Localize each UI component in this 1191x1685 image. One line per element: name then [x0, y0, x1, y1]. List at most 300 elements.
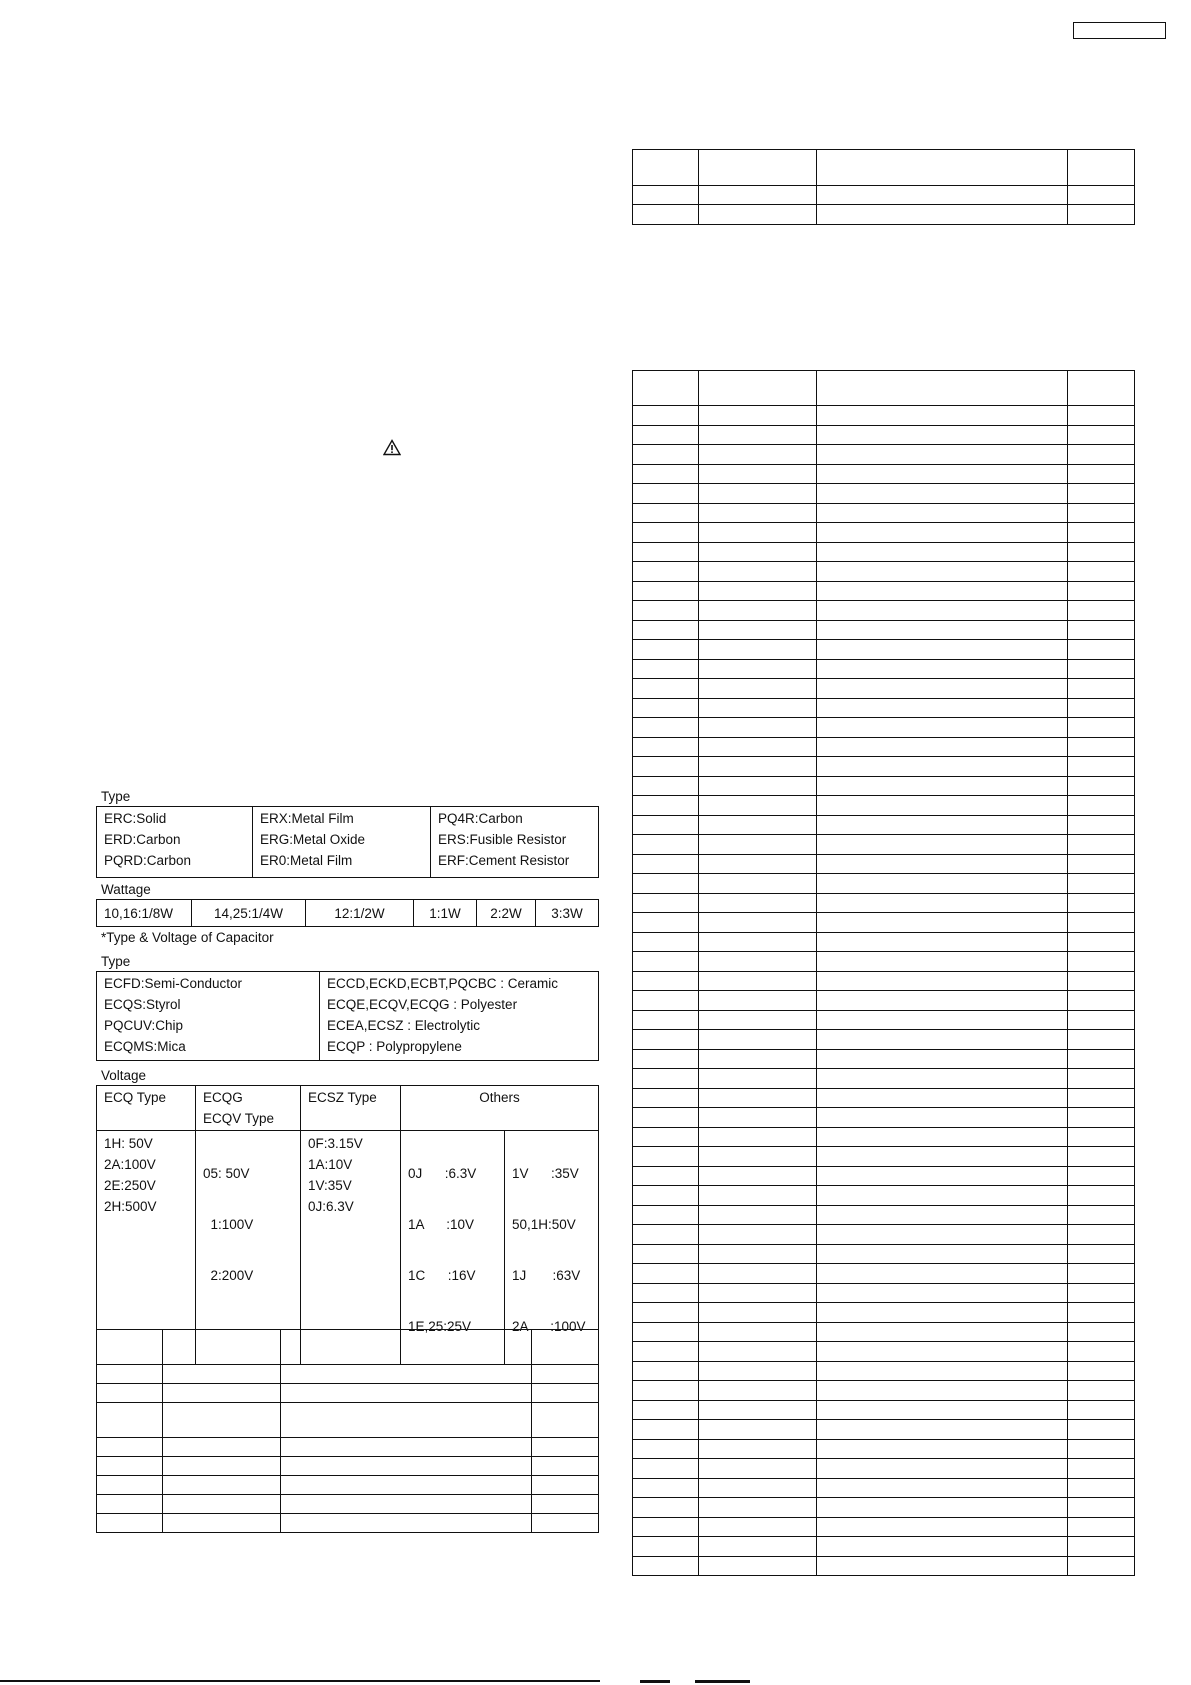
table-cell — [633, 952, 699, 972]
voltage-entry: 2A:100V — [104, 1157, 156, 1172]
table-cell — [1068, 562, 1135, 582]
wattage-cell: 12:1/2W — [306, 900, 414, 927]
table-cell — [699, 815, 817, 835]
table-cell — [1068, 1361, 1135, 1381]
table-cell — [1068, 523, 1135, 543]
table-cell — [817, 406, 1068, 426]
table-cell — [1068, 1478, 1135, 1498]
table-cell — [817, 464, 1068, 484]
cap-type-entry: ECFD:Semi-Conductor — [104, 976, 243, 991]
table-cell — [817, 1361, 1068, 1381]
table-cell — [699, 659, 817, 679]
table-row — [633, 971, 1135, 991]
table-cell — [699, 1264, 817, 1284]
table-row — [633, 932, 1135, 952]
table-cell — [633, 776, 699, 796]
table-cell — [817, 776, 1068, 796]
table-row — [633, 659, 1135, 679]
table-row — [633, 601, 1135, 621]
type-entry: ERS:Fusible Resistor — [438, 832, 567, 847]
table-row — [97, 1457, 599, 1476]
table-cell — [633, 854, 699, 874]
cap-type-entry: ECQS:Styrol — [104, 997, 181, 1012]
voltage-entry: 05: 50V — [203, 1166, 250, 1181]
table-cell — [1068, 601, 1135, 621]
table-row — [633, 776, 1135, 796]
table-cell — [817, 991, 1068, 1011]
table-cell — [699, 1381, 817, 1401]
table-cell — [817, 1108, 1068, 1128]
table-row — [633, 737, 1135, 757]
table-cell — [699, 542, 817, 562]
table-cell — [817, 1010, 1068, 1030]
table-cell — [281, 1365, 532, 1384]
table-row — [633, 1030, 1135, 1050]
table-cell — [633, 406, 699, 426]
table-cell — [817, 1459, 1068, 1479]
table-cell — [532, 1514, 599, 1533]
table-row — [633, 1049, 1135, 1069]
table-cell — [633, 523, 699, 543]
table-cell — [817, 1537, 1068, 1557]
table-cell — [817, 854, 1068, 874]
table-cell — [633, 1361, 699, 1381]
table-cell — [1068, 640, 1135, 660]
table-row — [633, 1108, 1135, 1128]
table-cell — [699, 1225, 817, 1245]
voltage-entry: 0J:6.3V — [308, 1199, 354, 1214]
table-cell — [532, 1403, 599, 1438]
type-entry: ER0:Metal Film — [260, 853, 353, 868]
table-cell — [1068, 1303, 1135, 1323]
table-row — [633, 1361, 1135, 1381]
table-cell — [1068, 991, 1135, 1011]
table-cell — [633, 1459, 699, 1479]
type-entry: ERG:Metal Oxide — [260, 832, 366, 847]
table-cell — [1068, 503, 1135, 523]
table-row — [633, 796, 1135, 816]
table-cell — [1068, 445, 1135, 465]
table-cell — [163, 1495, 281, 1514]
table-cell — [699, 1069, 817, 1089]
table-cell — [817, 1264, 1068, 1284]
table-row — [633, 1186, 1135, 1206]
cap-type-entry: ECQMS:Mica — [104, 1039, 186, 1054]
table-cell — [1068, 1322, 1135, 1342]
table-cell — [1068, 698, 1135, 718]
table-cell — [817, 1186, 1068, 1206]
table-cell — [817, 523, 1068, 543]
voltage-entry: 0J :6.3V — [408, 1166, 477, 1181]
table-cell — [817, 1030, 1068, 1050]
table-cell — [1068, 952, 1135, 972]
table-cell — [699, 1439, 817, 1459]
table-cell — [532, 1438, 599, 1457]
table-cell — [817, 1303, 1068, 1323]
table-cell — [1068, 815, 1135, 835]
table-cell — [633, 971, 699, 991]
table-row — [633, 874, 1135, 894]
table-row — [633, 1147, 1135, 1167]
table-row — [633, 464, 1135, 484]
table-cell — [817, 718, 1068, 738]
table-row — [633, 1556, 1135, 1576]
table-cell — [817, 1400, 1068, 1420]
table-cell — [699, 1108, 817, 1128]
table-cell — [1068, 1439, 1135, 1459]
table-cell — [1068, 542, 1135, 562]
table-cell — [1068, 913, 1135, 933]
table-cell — [1068, 874, 1135, 894]
table-cell — [817, 562, 1068, 582]
document-code-box — [1073, 22, 1166, 39]
table-row — [97, 1495, 599, 1514]
table-cell — [281, 1384, 532, 1403]
table-cell — [633, 913, 699, 933]
table-cell — [633, 601, 699, 621]
type-entry: ERX:Metal Film — [260, 811, 354, 826]
parts-table-left — [96, 1329, 599, 1533]
table-cell — [1068, 854, 1135, 874]
table-cell — [1068, 464, 1135, 484]
table-cell — [699, 562, 817, 582]
wattage-cell: 14,25:1/4W — [192, 900, 306, 927]
table-cell — [633, 1010, 699, 1030]
resistor-type-col-1 — [97, 807, 253, 878]
table-cell — [1068, 1556, 1135, 1576]
table-row — [633, 757, 1135, 777]
table-cell — [1068, 1088, 1135, 1108]
table-cell — [97, 1384, 163, 1403]
table-cell — [163, 1403, 281, 1438]
table-cell — [817, 1166, 1068, 1186]
table-row — [633, 1517, 1135, 1537]
table-cell — [1068, 1498, 1135, 1518]
table-cell — [699, 835, 817, 855]
type-entry: PQRD:Carbon — [104, 853, 192, 868]
table-cell — [633, 835, 699, 855]
table-cell — [1068, 776, 1135, 796]
voltage-entry: 1V:35V — [308, 1178, 352, 1193]
table-row — [97, 1384, 599, 1403]
table-cell — [699, 1498, 817, 1518]
table-row — [633, 1303, 1135, 1323]
table-cell — [817, 815, 1068, 835]
table-cell — [1068, 1205, 1135, 1225]
table-row — [633, 1225, 1135, 1245]
table-cell — [699, 503, 817, 523]
table-row — [97, 1330, 599, 1365]
table-cell — [1068, 1225, 1135, 1245]
table-row — [633, 425, 1135, 445]
table-row — [633, 698, 1135, 718]
table-cell — [163, 1365, 281, 1384]
table-cell — [1068, 1517, 1135, 1537]
voltage-entry: 1J :63V — [512, 1268, 581, 1283]
table-cell — [817, 1049, 1068, 1069]
table-cell — [699, 1244, 817, 1264]
table-cell — [633, 484, 699, 504]
table-cell — [97, 1457, 163, 1476]
parts-table-large — [632, 370, 1135, 1576]
table-cell — [1068, 1069, 1135, 1089]
capacitor-type-table — [96, 971, 599, 1061]
table-cell — [97, 1330, 163, 1365]
table-cell — [633, 1283, 699, 1303]
table-cell — [699, 1030, 817, 1050]
table-cell — [633, 1127, 699, 1147]
table-cell — [699, 737, 817, 757]
table-cell — [1068, 796, 1135, 816]
table-cell — [633, 445, 699, 465]
table-cell — [699, 1459, 817, 1479]
table-cell — [699, 1205, 817, 1225]
table-cell — [633, 1439, 699, 1459]
capacitor-type-col-right — [320, 972, 599, 1061]
table-cell — [633, 698, 699, 718]
table-cell — [633, 503, 699, 523]
table-cell — [817, 971, 1068, 991]
table-cell — [699, 1517, 817, 1537]
table-cell — [633, 1322, 699, 1342]
table-cell — [699, 1127, 817, 1147]
table-cell — [817, 1498, 1068, 1518]
table-cell — [1068, 718, 1135, 738]
table-cell — [532, 1457, 599, 1476]
table-row — [633, 406, 1135, 426]
table-row — [633, 1127, 1135, 1147]
table-cell — [699, 484, 817, 504]
cap-type-entry: ECQE,ECQV,ECQG : Polyester — [327, 997, 518, 1012]
table-cell — [699, 371, 817, 406]
table-cell — [817, 1205, 1068, 1225]
table-row — [633, 718, 1135, 738]
table-cell — [699, 1400, 817, 1420]
cap-type-entry: ECQP : Polypropylene — [327, 1039, 462, 1054]
table-cell — [633, 1166, 699, 1186]
table-row — [633, 1342, 1135, 1362]
table-row — [633, 1322, 1135, 1342]
table-row — [633, 1205, 1135, 1225]
table-cell — [633, 1537, 699, 1557]
table-cell — [817, 1127, 1068, 1147]
table-row — [633, 1537, 1135, 1557]
table-cell — [633, 620, 699, 640]
wattage-cell: 2:2W — [477, 900, 536, 927]
voltage-entry: 1A:10V — [308, 1157, 353, 1172]
table-cell — [1068, 1147, 1135, 1167]
table-cell — [633, 659, 699, 679]
table-cell — [817, 932, 1068, 952]
table-cell — [532, 1365, 599, 1384]
table-cell — [699, 425, 817, 445]
table-cell — [817, 640, 1068, 660]
wattage-cell: 1:1W — [414, 900, 477, 927]
table-cell — [699, 1166, 817, 1186]
table-cell — [163, 1514, 281, 1533]
table-cell — [633, 1420, 699, 1440]
resistor-type-col-2 — [253, 807, 431, 878]
table-cell — [1068, 620, 1135, 640]
table-cell — [281, 1495, 532, 1514]
table-cell — [633, 1342, 699, 1362]
table-cell — [633, 464, 699, 484]
table-row — [633, 1478, 1135, 1498]
table-row — [633, 562, 1135, 582]
table-cell — [1068, 371, 1135, 406]
table-row — [633, 913, 1135, 933]
table-cell — [699, 1147, 817, 1167]
table-cell — [1068, 971, 1135, 991]
table-cell — [1068, 659, 1135, 679]
table-cell — [699, 796, 817, 816]
type-entry: ERD:Carbon — [104, 832, 181, 847]
table-cell — [817, 425, 1068, 445]
cap-type-entry: ECCD,ECKD,ECBT,PQCBC : Ceramic — [327, 976, 559, 991]
table-cell — [633, 425, 699, 445]
table-cell — [699, 776, 817, 796]
table-row — [633, 523, 1135, 543]
table-cell — [817, 445, 1068, 465]
table-cell — [699, 1283, 817, 1303]
table-cell — [699, 1303, 817, 1323]
wattage-table — [96, 899, 599, 927]
table-cell — [1068, 1108, 1135, 1128]
table-cell — [1068, 1459, 1135, 1479]
footer-mark — [640, 1680, 670, 1683]
voltage-entry: 1A :10V — [408, 1217, 475, 1232]
table-cell — [699, 718, 817, 738]
table-cell — [817, 503, 1068, 523]
table-row — [97, 1476, 599, 1495]
table-cell — [633, 737, 699, 757]
table-cell — [817, 1439, 1068, 1459]
table-row — [633, 1264, 1135, 1284]
table-cell — [633, 1517, 699, 1537]
table-row — [633, 991, 1135, 1011]
table-cell — [633, 1069, 699, 1089]
voltage-header-ecqg: ECQG ECQV Type — [196, 1086, 301, 1131]
table-cell — [633, 1088, 699, 1108]
table-cell — [281, 1403, 532, 1438]
table-cell — [1068, 1127, 1135, 1147]
table-cell — [817, 1381, 1068, 1401]
table-cell — [163, 1438, 281, 1457]
voltage-entry: 0F:3.15V — [308, 1136, 363, 1151]
table-cell — [633, 932, 699, 952]
table-cell — [633, 796, 699, 816]
table-cell — [817, 371, 1068, 406]
table-cell — [163, 1330, 281, 1365]
voltage-heading: Voltage — [101, 1068, 147, 1083]
table-cell — [633, 1381, 699, 1401]
table-row — [97, 1365, 599, 1384]
warning-triangle-icon — [383, 439, 401, 456]
table-cell — [633, 562, 699, 582]
capacitor-type-col-left — [97, 972, 320, 1061]
table-cell — [817, 835, 1068, 855]
table-cell — [633, 874, 699, 894]
table-cell — [817, 620, 1068, 640]
table-cell — [817, 1283, 1068, 1303]
table-row — [633, 484, 1135, 504]
table-cell — [817, 757, 1068, 777]
voltage-entry: 2H:500V — [104, 1199, 157, 1214]
table-cell — [633, 1303, 699, 1323]
table-cell — [633, 640, 699, 660]
cap-type-entry: ECEA,ECSZ : Electrolytic — [327, 1018, 481, 1033]
table-row — [633, 835, 1135, 855]
wattage-cell: 10,16:1/8W — [97, 900, 192, 927]
voltage-entry: 1E,25:25V — [408, 1319, 472, 1334]
voltage-entry: 2A :100V — [512, 1319, 586, 1334]
table-cell — [699, 1010, 817, 1030]
table-cell — [817, 1342, 1068, 1362]
table-cell — [817, 484, 1068, 504]
table-row — [633, 445, 1135, 465]
table-cell — [97, 1403, 163, 1438]
voltage-entry: 1C :16V — [408, 1268, 476, 1283]
table-cell — [633, 893, 699, 913]
table-cell — [633, 1030, 699, 1050]
table-cell — [817, 952, 1068, 972]
voltage-entry: 1:100V — [203, 1217, 254, 1232]
table-cell — [163, 1476, 281, 1495]
table-cell — [97, 1365, 163, 1384]
table-row — [633, 1088, 1135, 1108]
table-cell — [633, 1108, 699, 1128]
table-row — [633, 1381, 1135, 1401]
table-cell — [163, 1457, 281, 1476]
table-cell — [1068, 1342, 1135, 1362]
table-cell — [699, 971, 817, 991]
table-cell — [817, 542, 1068, 562]
table-cell — [699, 991, 817, 1011]
table-cell — [1068, 757, 1135, 777]
table-row — [633, 1166, 1135, 1186]
table-row — [633, 1069, 1135, 1089]
table-cell — [817, 1147, 1068, 1167]
table-cell — [1068, 1381, 1135, 1401]
table-cell — [97, 1514, 163, 1533]
table-cell — [281, 1330, 532, 1365]
table-cell — [699, 1088, 817, 1108]
table-row — [633, 1459, 1135, 1479]
table-cell — [817, 659, 1068, 679]
capacitor-type-heading: Type — [101, 954, 131, 969]
table-cell — [1068, 1049, 1135, 1069]
table-cell — [699, 854, 817, 874]
table-cell — [633, 1205, 699, 1225]
table-row — [633, 1439, 1135, 1459]
table-cell — [97, 1495, 163, 1514]
table-cell — [1068, 1244, 1135, 1264]
voltage-header-others: Others — [401, 1086, 599, 1131]
table-cell — [699, 406, 817, 426]
table-cell — [699, 952, 817, 972]
table-cell — [699, 523, 817, 543]
table-cell — [699, 1361, 817, 1381]
table-row — [633, 1010, 1135, 1030]
table-row — [633, 640, 1135, 660]
table-cell — [281, 1457, 532, 1476]
table-cell — [699, 445, 817, 465]
table-cell — [1068, 581, 1135, 601]
table-cell — [97, 1476, 163, 1495]
table-cell — [817, 581, 1068, 601]
table-row — [633, 503, 1135, 523]
table-row — [633, 815, 1135, 835]
